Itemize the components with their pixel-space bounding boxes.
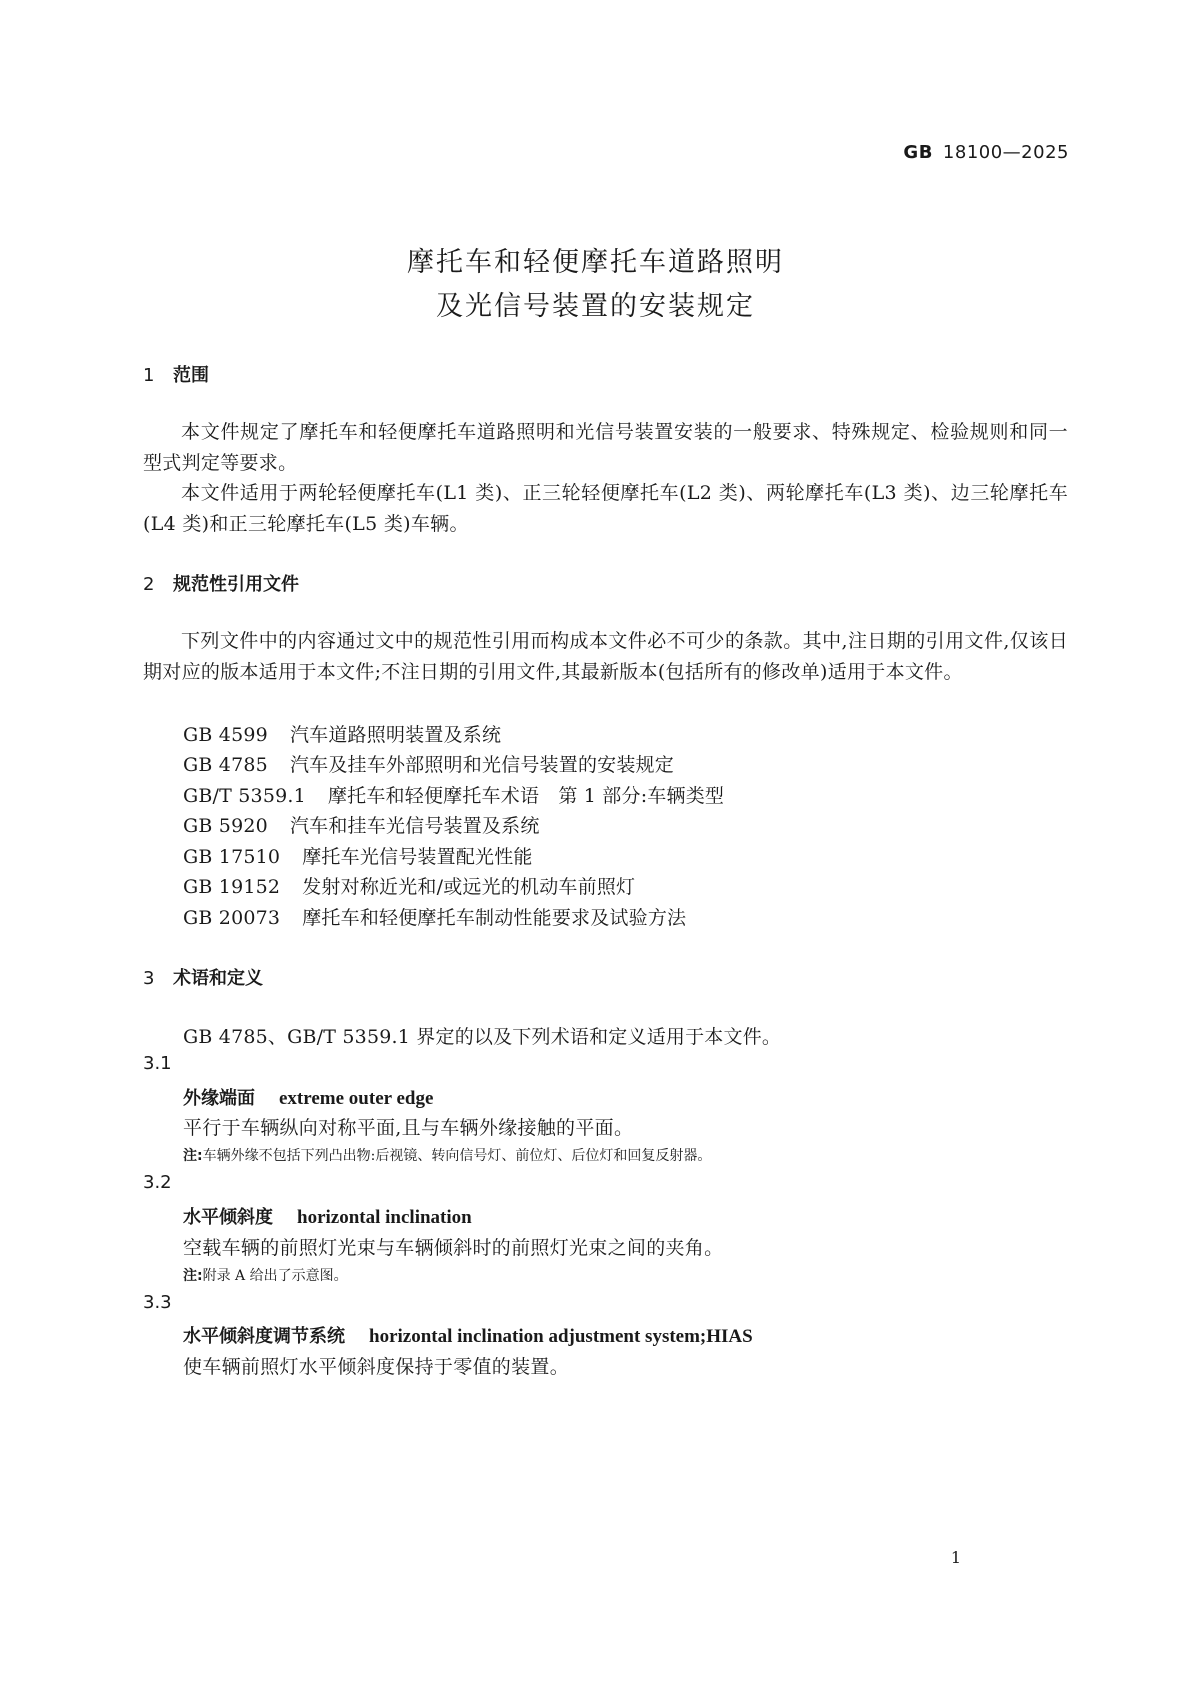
term-entry: [183, 1322, 753, 1348]
reference-title: 汽车及挂车外部照明和光信号装置的安装规定: [289, 754, 674, 776]
reference-code: GB 20073: [183, 907, 281, 929]
reference-code: GB/T 5359.1: [183, 785, 306, 807]
term-definition: 平行于车辆纵向对称平面,且与车辆外缘接触的平面。: [183, 1117, 634, 1139]
reference-item: [183, 842, 533, 869]
term-entry: [183, 1203, 472, 1229]
clause-number: 3.1: [143, 1053, 172, 1074]
term-definition: 使车辆前照灯水平倾斜度保持于零值的装置。: [183, 1356, 570, 1378]
section-title: 范围: [173, 365, 209, 386]
note-text: 附录 A 给出了示意图。: [202, 1268, 348, 1284]
section-title: 术语和定义: [173, 968, 263, 989]
reference-item: [183, 750, 674, 777]
note-text: 车辆外缘不包括下列凸出物:后视镜、转向信号灯、前位灯、后位灯和回复反射器。: [202, 1148, 712, 1164]
reference-code: GB 19152: [183, 876, 281, 898]
section-title: 规范性引用文件: [173, 574, 299, 595]
reference-title: 汽车道路照明装置及系统: [289, 724, 502, 746]
scope-paragraph-1: 本文件规定了摩托车和轻便摩托车道路照明和光信号装置安装的一般要求、特殊规定、检验规则和同一型式判定等要求。: [143, 421, 1068, 474]
reference-item: [183, 781, 724, 808]
term-english: horizontal inclination: [297, 1207, 472, 1228]
section-heading-scope: [143, 361, 209, 387]
clause-number: 3.2: [143, 1172, 172, 1193]
term-chinese: 水平倾斜度: [183, 1207, 273, 1228]
clause-number: 3.3: [143, 1292, 172, 1313]
reference-item: [183, 720, 501, 747]
page-title-line-1: 摩托车和轻便摩托车道路照明: [407, 247, 784, 278]
term-chinese: 水平倾斜度调节系统: [183, 1326, 345, 1347]
reference-title: 摩托车和轻便摩托车术语 第 1 部分:车辆类型: [327, 785, 725, 807]
term-entry: [183, 1084, 433, 1110]
note-label: 注:: [183, 1268, 203, 1284]
scope-paragraph-2: 本文件适用于两轮轻便摩托车(L1 类)、正三轮轻便摩托车(L2 类)、两轮摩托车(L3 类)、边三轮摩托车(L4 类)和正三轮摩托车(L5 类)车辆。: [143, 482, 1068, 535]
references-intro: 下列文件中的内容通过文中的规范性引用而构成本文件必不可少的条款。其中,注日期的引用文件,仅该日期对应的版本适用于本文件;不注日期的引用文件,其最新版本(包括所有的修改单)适用于本文件。: [143, 630, 1068, 683]
term-english: horizontal inclination adjustment system;HIAS: [369, 1326, 753, 1347]
reference-item: [183, 903, 686, 930]
note-label: 注:: [183, 1148, 203, 1164]
reference-title: 汽车和挂车光信号装置及系统: [289, 815, 540, 837]
reference-code: GB 4599: [183, 724, 268, 746]
reference-code: GB 5920: [183, 815, 268, 837]
terms-intro: GB 4785、GB/T 5359.1 界定的以及下列术语和定义适用于本文件。: [183, 1026, 782, 1048]
term-note: [183, 1265, 348, 1285]
reference-title: 摩托车光信号装置配光性能: [302, 846, 533, 868]
reference-code: GB 4785: [183, 754, 268, 776]
section-heading-terms: [143, 964, 263, 990]
term-chinese: 外缘端面: [183, 1088, 255, 1109]
document-id: [903, 142, 1069, 163]
page-number: 1: [950, 1548, 961, 1567]
section-number: 1: [143, 365, 155, 386]
reference-item: [183, 872, 635, 899]
reference-item: [183, 811, 540, 838]
page-title-line-2: 及光信号装置的安装规定: [436, 291, 755, 322]
reference-title: 发射对称近光和/或远光的机动车前照灯: [302, 876, 636, 898]
term-note: [183, 1145, 711, 1165]
doc-prefix: GB: [903, 142, 933, 163]
reference-title: 摩托车和轻便摩托车制动性能要求及试验方法: [302, 907, 687, 929]
reference-code: GB 17510: [183, 846, 281, 868]
section-number: 2: [143, 574, 155, 595]
doc-number: 18100—2025: [942, 142, 1069, 163]
term-english: extreme outer edge: [279, 1088, 434, 1109]
term-definition: 空载车辆的前照灯光束与车辆倾斜时的前照灯光束之间的夹角。: [183, 1237, 724, 1259]
section-heading-references: [143, 570, 299, 596]
section-number: 3: [143, 968, 155, 989]
